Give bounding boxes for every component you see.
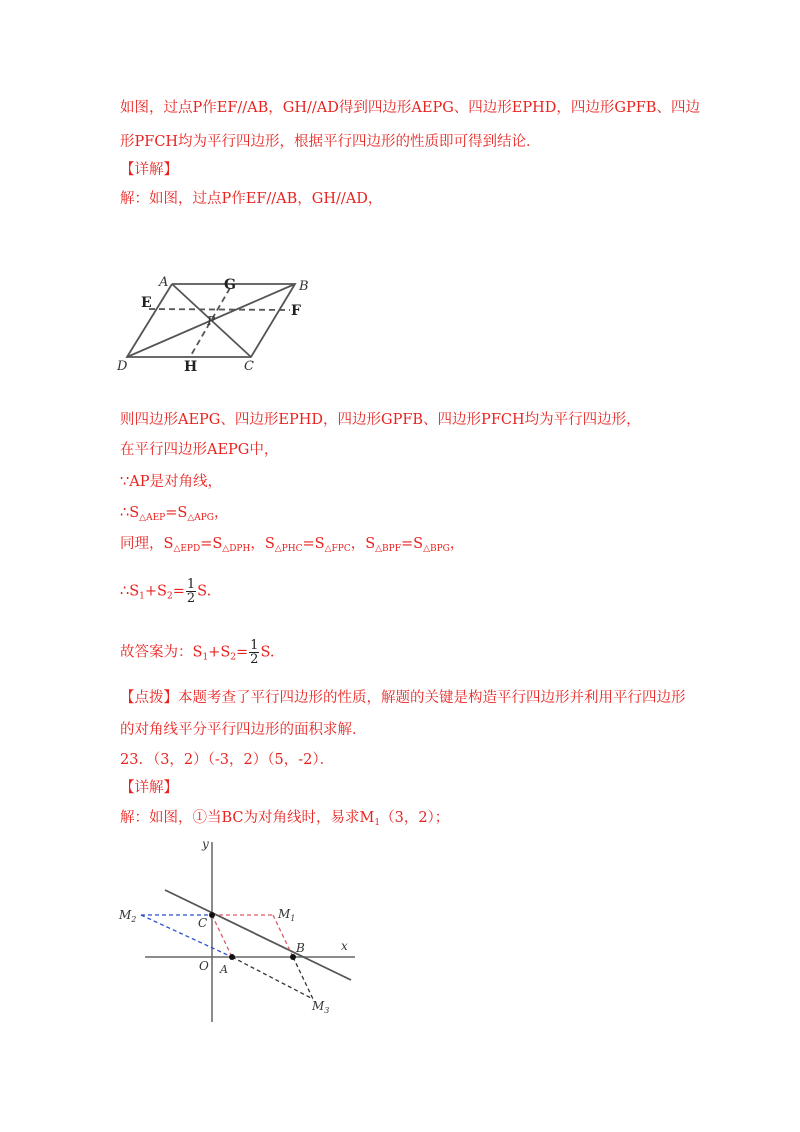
label-D: D <box>117 359 128 374</box>
fraction-one-half: $\frac{1}{2}$ <box>186 577 196 606</box>
text-line-1: 如图，过点P作EF//AB，GH//AD得到四边形AEPG、四边形EPHD，四边形GPFB、四边 <box>120 100 700 116</box>
text-line-4: 则四边形AEPG、四边形EPHD，四边形GPFB、四边形PFCH均为平行四边形， <box>120 412 641 428</box>
text-line-14: 解：如图，①当BC为对角线时，易求$M_1(3$，2）； <box>120 810 450 828</box>
detail-heading-2: 【详解】 <box>120 780 178 796</box>
label-O: O <box>199 959 209 973</box>
label-M1: $M_1$ <box>278 907 296 923</box>
label-x: x <box>341 939 348 953</box>
text-line-5: 在平行四边形AEPG中， <box>120 442 279 458</box>
label-G: G <box>224 277 236 293</box>
text-line-6: ∵AP是对角线， <box>120 474 222 490</box>
text-line-2: 形PFCH均为平行四边形，根据平行四边形的性质即可得到结论． <box>120 134 541 150</box>
text-line-3: 解：如图，过点P作EF//AB，GH//AD， <box>120 191 383 207</box>
text-line-11: 【点拨】本题考查了平行四边形的性质，解题的关键是构造平行四边形并利用平行四边形 <box>120 690 686 706</box>
label-P: P <box>207 314 216 328</box>
label-M2: $M_2$ <box>119 908 137 924</box>
text-line-10: 故答案为：$S_1+S_2=$ $\frac{1}{2}$ S. <box>120 638 275 667</box>
label-F: F <box>291 303 301 319</box>
label-H: H <box>184 359 198 375</box>
text-line-9: $\therefore S_1+S_2=$ $\frac{1}{2}$ S. <box>120 577 212 606</box>
text-line-7: $\therefore S_{\triangle AEP}=S_{\triangle APG}$， <box>120 505 229 523</box>
text-line-12: 的对角线平分平行四边形的面积求解． <box>120 722 367 738</box>
answer-23: 23．（3，2）（-3，2）（5，-2）． <box>120 752 335 768</box>
text-line-8: 同理，$S_{\triangle EPD}=S_{\triangle DPH}$，$S_{\triangle PHC}=S_{\triangle FPC}$，$S_{\triangle BPF}=S_{\triangle BPG}$， <box>120 536 465 554</box>
label-y: y <box>202 837 209 851</box>
label-E: E <box>141 295 152 311</box>
label-A: A <box>220 963 228 976</box>
coordinate-figure <box>115 832 365 1027</box>
label-C: C <box>244 359 254 374</box>
label-B: B <box>299 279 309 294</box>
label-M3: $M_3$ <box>312 999 330 1015</box>
fraction-one-half-2: $\frac{1}{2}$ <box>250 638 259 667</box>
parallelogram-figure <box>115 272 325 378</box>
label-C: C <box>198 916 208 930</box>
label-A: A <box>159 275 169 290</box>
detail-heading-1: 【详解】 <box>120 162 178 178</box>
label-B: B <box>296 941 305 955</box>
